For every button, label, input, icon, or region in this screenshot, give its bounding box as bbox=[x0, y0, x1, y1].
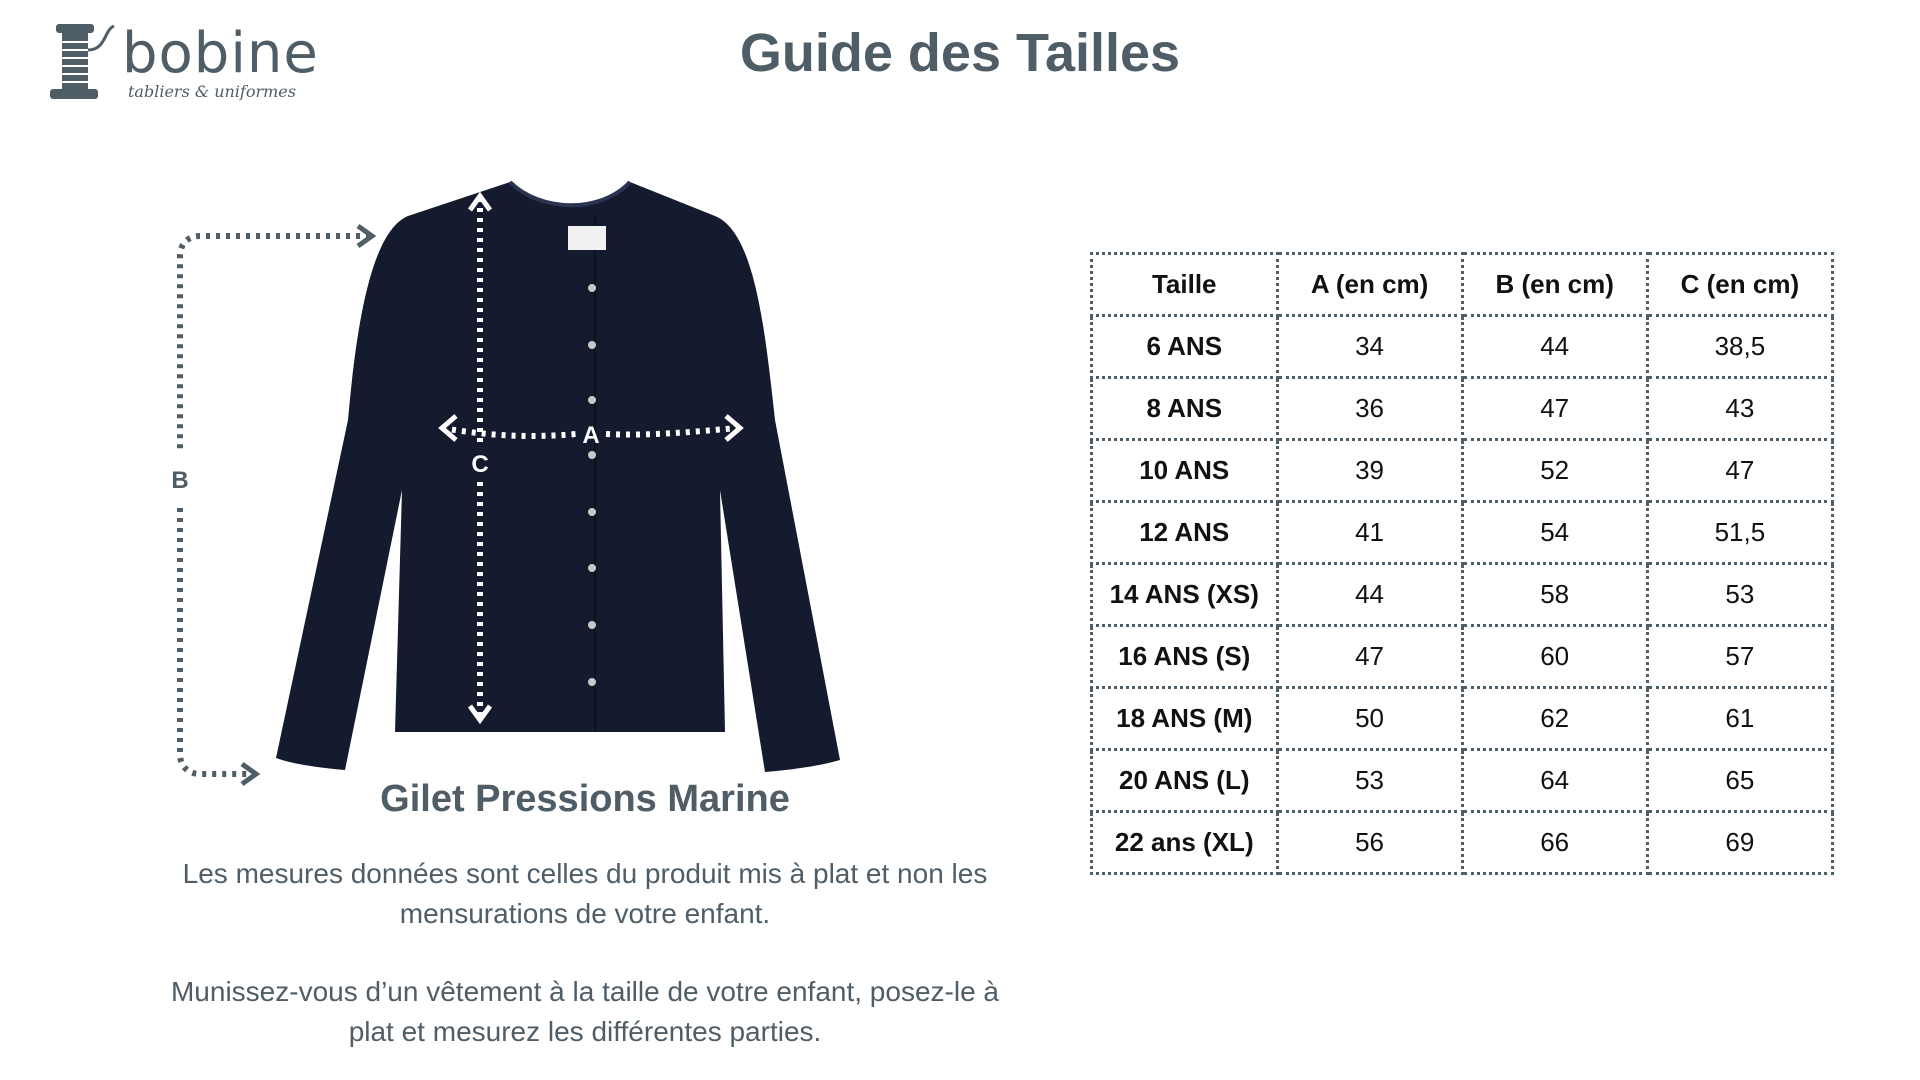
table-row bbox=[1092, 440, 1833, 502]
c-cell: 38,5 bbox=[1647, 316, 1832, 378]
brand-tagline: tabliers & uniformes bbox=[128, 82, 296, 101]
header-b: B (en cm) bbox=[1462, 254, 1647, 316]
size-cell: 14 ANS (XS) bbox=[1092, 564, 1278, 626]
a-cell: 47 bbox=[1277, 626, 1462, 688]
jacket-label bbox=[568, 226, 606, 250]
b-cell: 66 bbox=[1462, 812, 1647, 874]
c-cell: 69 bbox=[1647, 812, 1832, 874]
b-cell: 52 bbox=[1462, 440, 1647, 502]
c-cell: 53 bbox=[1647, 564, 1832, 626]
b-cell: 54 bbox=[1462, 502, 1647, 564]
size-cell: 22 ans (XL) bbox=[1092, 812, 1278, 874]
c-cell: 61 bbox=[1647, 688, 1832, 750]
c-cell: 57 bbox=[1647, 626, 1832, 688]
size-cell: 20 ANS (L) bbox=[1092, 750, 1278, 812]
size-cell: 10 ANS bbox=[1092, 440, 1278, 502]
size-cell: 18 ANS (M) bbox=[1092, 688, 1278, 750]
note-instructions: Munissez-vous d’un vêtement à la taille de votre enfant, posez-le à plat et mesurez les différentes parties. bbox=[170, 976, 999, 1047]
table-row bbox=[1092, 626, 1833, 688]
garment-illustration bbox=[171, 170, 940, 790]
header-a: A (en cm) bbox=[1277, 254, 1462, 316]
garment-figure bbox=[171, 170, 940, 790]
table-row bbox=[1092, 812, 1833, 874]
size-cell: 8 ANS bbox=[1092, 378, 1278, 440]
page-title: Guide des Tailles bbox=[739, 23, 1181, 83]
b-cell: 62 bbox=[1462, 688, 1647, 750]
a-cell: 44 bbox=[1277, 564, 1462, 626]
product-name: Gilet Pressions Marine bbox=[380, 778, 790, 820]
table-row bbox=[1092, 564, 1833, 626]
b-cell: 44 bbox=[1462, 316, 1647, 378]
label-b: B bbox=[171, 467, 189, 494]
table-header-row bbox=[1092, 254, 1833, 316]
table-row bbox=[1092, 502, 1833, 564]
table-row bbox=[1092, 316, 1833, 378]
table-row bbox=[1092, 688, 1833, 750]
size-cell: 16 ANS (S) bbox=[1092, 626, 1278, 688]
b-cell: 60 bbox=[1462, 626, 1647, 688]
table-row bbox=[1092, 378, 1833, 440]
label-a: A bbox=[582, 422, 600, 449]
label-c: C bbox=[471, 451, 489, 478]
size-table bbox=[1090, 252, 1834, 875]
a-cell: 53 bbox=[1277, 750, 1462, 812]
a-cell: 41 bbox=[1277, 502, 1462, 564]
header-c: C (en cm) bbox=[1647, 254, 1832, 316]
c-cell: 43 bbox=[1647, 378, 1832, 440]
a-cell: 34 bbox=[1277, 316, 1462, 378]
a-cell: 36 bbox=[1277, 378, 1462, 440]
size-cell: 12 ANS bbox=[1092, 502, 1278, 564]
c-cell: 65 bbox=[1647, 750, 1832, 812]
b-cell: 47 bbox=[1462, 378, 1647, 440]
header-size: Taille bbox=[1092, 254, 1278, 316]
brand-name: bobine bbox=[122, 21, 319, 86]
b-cell: 58 bbox=[1462, 564, 1647, 626]
note-measurement: Les mesures données sont celles du produit mis à plat et non les mensurations de votre enfant. bbox=[182, 858, 988, 929]
c-cell: 47 bbox=[1647, 440, 1832, 502]
size-cell: 6 ANS bbox=[1092, 316, 1278, 378]
c-cell: 51,5 bbox=[1647, 502, 1832, 564]
b-cell: 64 bbox=[1462, 750, 1647, 812]
a-cell: 39 bbox=[1277, 440, 1462, 502]
table-row bbox=[1092, 750, 1833, 812]
cardigan-shape bbox=[276, 182, 840, 772]
a-cell: 50 bbox=[1277, 688, 1462, 750]
a-cell: 56 bbox=[1277, 812, 1462, 874]
